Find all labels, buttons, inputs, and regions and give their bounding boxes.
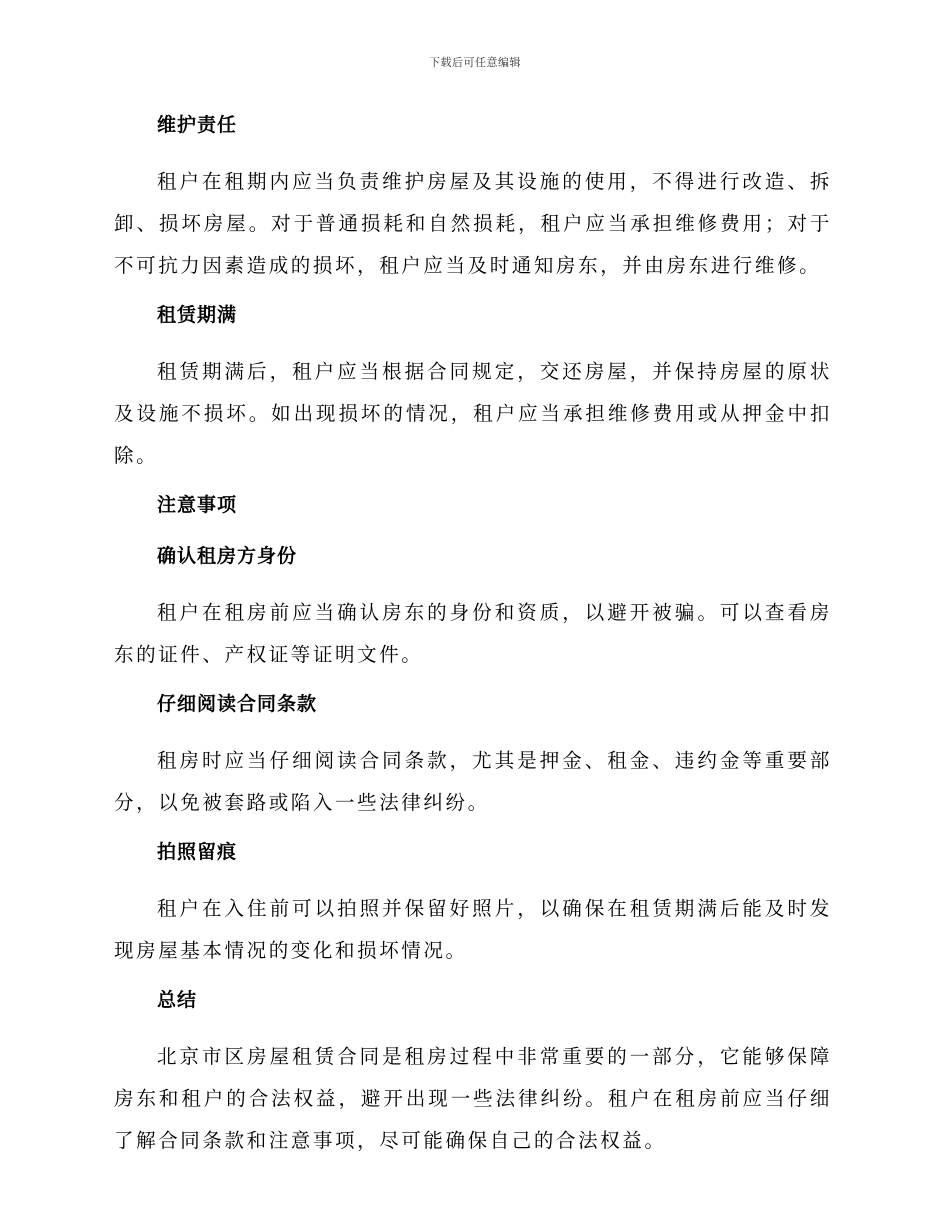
section-paragraph-maintenance: 租户在租期内应当负责维护房屋及其设施的使用，不得进行改造、拆卸、损坏房屋。对于普通损耗和自然损耗，租户应当承担维修费用；对于不可抗力因素造成的损坏，租户应当及时通知房东，并由房东进行维修。 — [114, 170, 832, 277]
section-heading-notes: 注意事项 — [157, 494, 238, 516]
section-heading-maintenance: 维护责任 — [157, 114, 238, 136]
section-paragraph-read-terms: 租房时应当仔细阅读合同条款，尤其是押金、租金、违约金等重要部分，以免被套路或陷入一些法律纠纷。 — [114, 749, 832, 814]
header-note: 下载后可任意编辑 — [429, 56, 521, 69]
section-heading-photos: 拍照留痕 — [157, 841, 238, 863]
section-paragraph-expiry: 租赁期满后，租户应当根据合同规定，交还房屋，并保持房屋的原状及设施不损坏。如出现损坏的情况，租户应当承担维修费用或从押金中扣除。 — [114, 360, 832, 467]
section-heading-read-terms: 仔细阅读合同条款 — [157, 693, 318, 715]
document-body — [114, 110, 832, 1162]
section-heading-expiry: 租赁期满 — [157, 304, 238, 326]
section-heading-summary: 总结 — [157, 989, 198, 1011]
section-paragraph-photos: 租户在入住前可以拍照并保留好照片，以确保在租赁期满后能及时发现房屋基本情况的变化和损坏情况。 — [114, 897, 832, 962]
section-paragraph-identity: 租户在租房前应当确认房东的身份和资质，以避开被骗。可以查看房东的证件、产权证等证明文件。 — [114, 601, 832, 666]
section-heading-identity: 确认租房方身份 — [157, 545, 298, 567]
section-paragraph-summary: 北京市区房屋租赁合同是租房过程中非常重要的一部分，它能够保障房东和租户的合法权益，避开出现一些法律纠纷。租户在租房前应当仔细了解合同条款和注意事项，尽可能确保自己的合法权益。 — [114, 1045, 832, 1152]
